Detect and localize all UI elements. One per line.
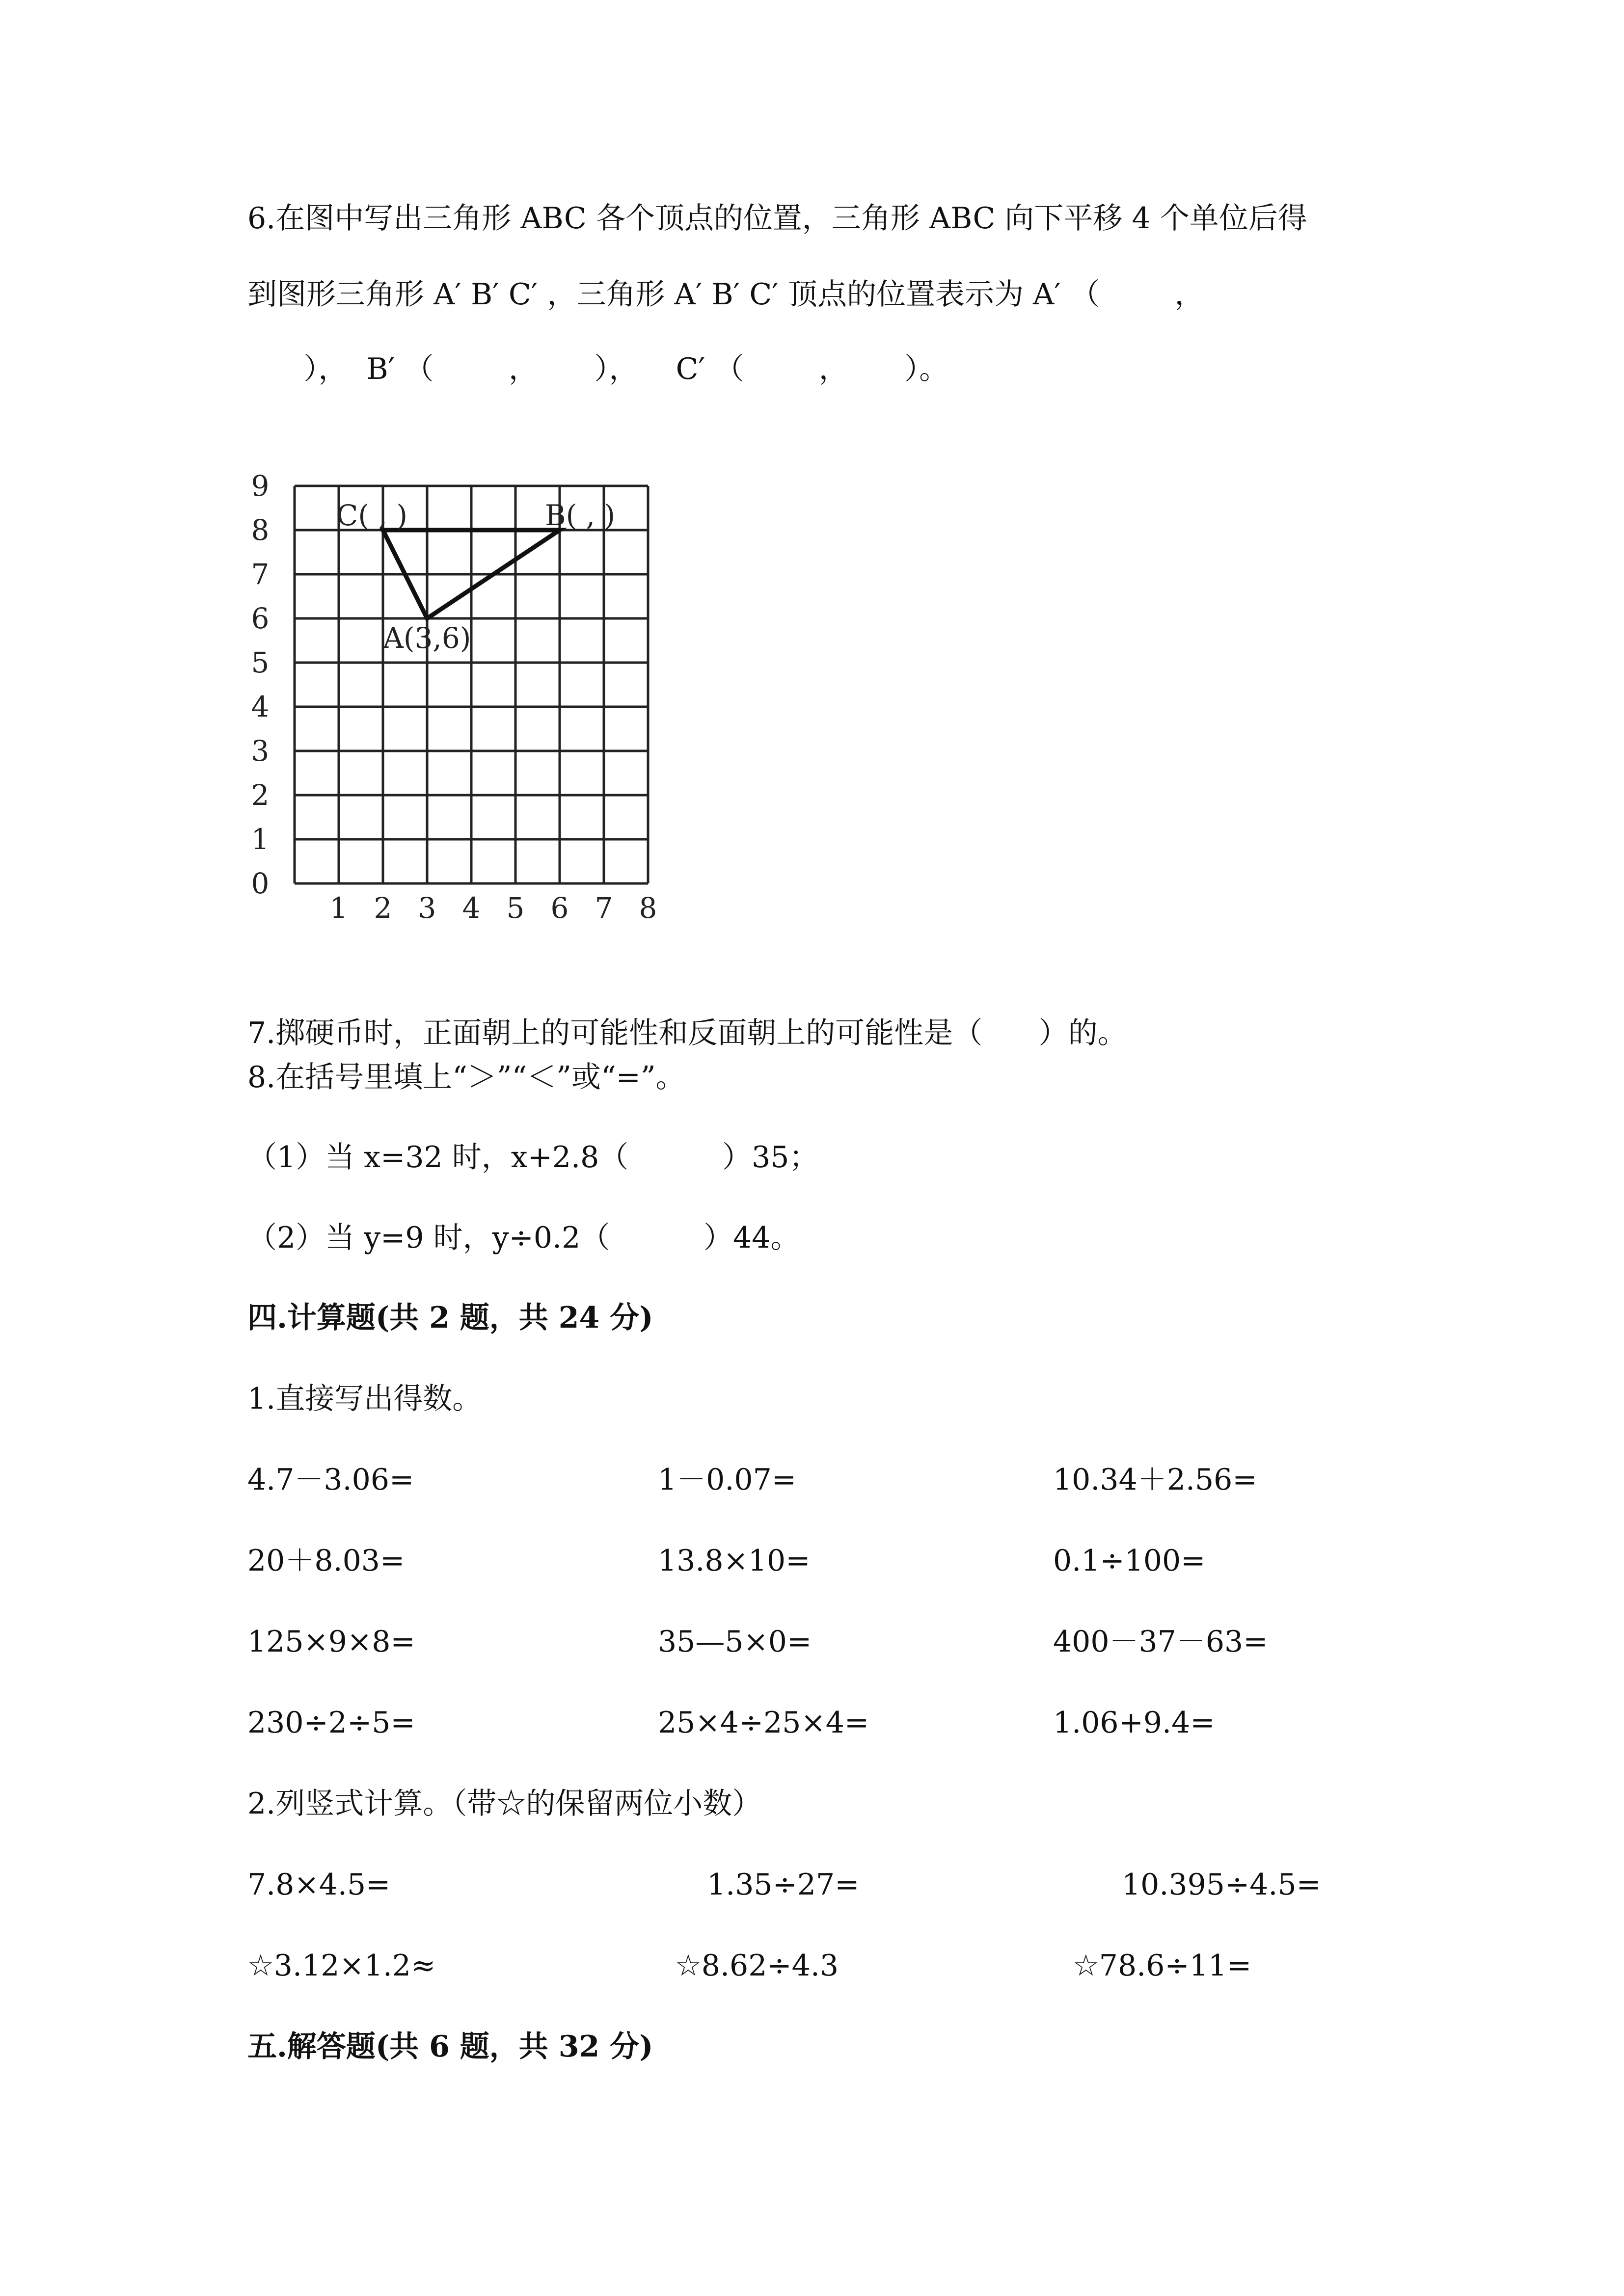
- x-tick-label: 7: [595, 891, 613, 925]
- x-tick-label: 8: [639, 891, 657, 925]
- q8-title: 8.在括号里填上“＞”“＜”或“=”。: [247, 1060, 685, 1095]
- y-tick-label: 8: [251, 513, 270, 547]
- q8-part-1: （1）当 x=32 时，x+2.8（ ）35；: [247, 1140, 819, 1175]
- y-tick-label: 3: [251, 734, 270, 768]
- calc-item: 125×9×8=: [247, 1625, 415, 1659]
- vertical-calc-item: ☆78.6÷11=: [1073, 1949, 1252, 1983]
- calc-item: 20＋8.03=: [247, 1544, 405, 1578]
- vertex-label-a: A(3,6): [383, 621, 471, 655]
- x-tick-label: 2: [374, 891, 392, 925]
- x-tick-label: 5: [506, 891, 525, 925]
- calc-item: 13.8×10=: [658, 1544, 811, 1578]
- q8-part-2: （2）当 y=9 时，y÷0.2（ ）44。: [247, 1221, 800, 1255]
- vertical-calc-item: 10.395÷4.5=: [1122, 1868, 1321, 1902]
- y-tick-label: 6: [251, 602, 270, 635]
- vertical-calc-item: 7.8×4.5=: [247, 1868, 391, 1902]
- vertex-label-c: C( , ): [336, 499, 407, 532]
- x-tick-label: 1: [329, 891, 348, 925]
- calc-item: 4.7－3.06=: [247, 1463, 414, 1497]
- vertical-calc-item: ☆3.12×1.2≈: [247, 1949, 436, 1983]
- calc-item: 230÷2÷5=: [247, 1706, 415, 1740]
- calc-item: 10.34＋2.56=: [1053, 1463, 1257, 1497]
- section-4-heading: 四.计算题(共 2 题，共 24 分): [247, 1301, 653, 1335]
- y-tick-label: 0: [251, 867, 270, 900]
- coordinate-grid: [236, 452, 677, 933]
- y-tick-label: 4: [251, 690, 270, 723]
- q6-line-3: ）， B′ （ ， ）， C′ （ ， ）。: [247, 352, 949, 386]
- s4-q2-title: 2.列竖式计算。（带☆的保留两位小数）: [247, 1787, 762, 1821]
- y-axis-ticks: [251, 469, 270, 900]
- q6-line-1: 6.在图中写出三角形 ABC 各个顶点的位置，三角形 ABC 向下平移 4 个单位后得: [247, 201, 1307, 236]
- calc-item: 25×4÷25×4=: [658, 1706, 869, 1740]
- x-axis-ticks: [330, 891, 657, 925]
- calc-item: 1－0.07=: [658, 1463, 797, 1497]
- section-5-heading: 五.解答题(共 6 题，共 32 分): [247, 2029, 653, 2064]
- grid-lines: [295, 486, 648, 883]
- q6-line-2: 到图形三角形 A′ B′ C′ ，三角形 A′ B′ C′ 顶点的位置表示为 A′ （ ，: [247, 277, 1204, 312]
- y-tick-label: 2: [251, 778, 270, 812]
- y-tick-label: 7: [251, 558, 270, 591]
- vertical-calc-item: ☆8.62÷4.3: [675, 1949, 839, 1983]
- y-tick-label: 5: [251, 646, 270, 679]
- q7-text: 7.掷硬币时，正面朝上的可能性和反面朝上的可能性是（ ）的。: [247, 1016, 1127, 1050]
- vertical-calc-item: 1.35÷27=: [707, 1868, 860, 1902]
- calc-item: 35—5×0=: [658, 1625, 812, 1659]
- calc-item: 1.06+9.4=: [1053, 1706, 1215, 1740]
- calc-item: 400－37－63=: [1053, 1625, 1268, 1659]
- vertex-label-b: B( , ): [545, 499, 616, 532]
- y-tick-label: 1: [251, 823, 270, 856]
- s4-q1-title: 1.直接写出得数。: [247, 1382, 482, 1416]
- x-tick-label: 4: [462, 891, 481, 925]
- y-tick-label: 9: [251, 469, 270, 503]
- x-tick-label: 6: [550, 891, 569, 925]
- x-tick-label: 3: [418, 891, 436, 925]
- calc-item: 0.1÷100=: [1053, 1544, 1206, 1578]
